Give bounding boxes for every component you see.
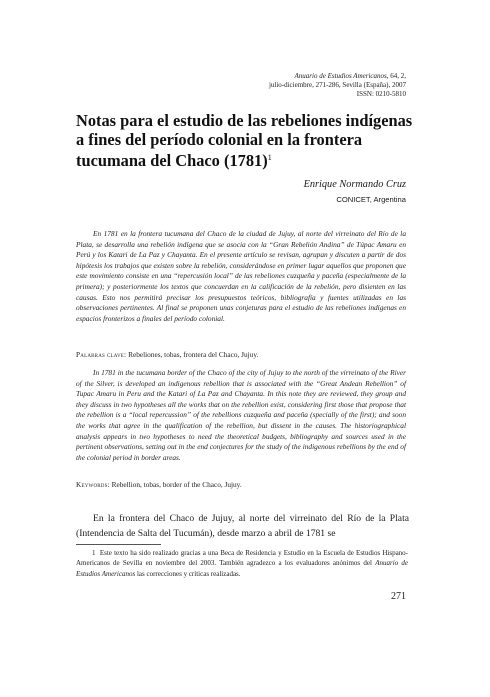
- keywords-english: [76, 480, 406, 491]
- keywords-english-text: Rebellion, tobas, border of the Chaco, Jujuy.: [109, 480, 242, 489]
- author-affiliation: CONICET, Argentina: [336, 195, 406, 204]
- footnote-number: 1: [92, 549, 96, 557]
- body-paragraph: En la frontera del Chaco de Jujuy, al norte del virreinato del Río de la Plata (Intendencia de Salta del Tucumán), desde marzo a abril de 1781 se: [76, 513, 409, 539]
- journal-issue: julio-diciembre, 271-286, Sevilla (España), 2007: [268, 81, 406, 90]
- keywords-spanish-text: Rebeliones, tobas, frontera del Chaco, Jujuy.: [126, 350, 259, 359]
- keywords-spanish: [76, 350, 406, 361]
- page-number: 271: [391, 591, 406, 602]
- footnote: [76, 548, 408, 579]
- keywords-english-label: Keywords:: [76, 480, 110, 489]
- abstract-spanish: En 1781 en la frontera tucumana del Chaco de la ciudad de Jujuy, al norte del virreinato del Río de la Plata, se desarrolla una rebelión indígena que se asocia con la “Gran Rebelión Andina” de Túpac Amaru en Perú y los Katari de La Paz y Chayanta. En el presente artículo se revisan, agrupan y discuten a partir de dos hipótesis los trabajos que existen sobre la rebelión, considerándose en primer lugar aquellos que proponen que este movimiento consiste en una “repercusión local” de las rebeliones cuzqueña y paceña (especialmente de la primera); y posteriormente los textos que concuerdan en la calificación de la rebelión, pero disienten en las causas. Esto nos permitirá precisar los presupuestos teóricos, bibliografía y fuentes utilizadas en las observaciones pertinentes. Al final se proponen unas conjeturas para el estudio de las rebeliones indígenas en espacios fronterizos a finales del período colonial.: [76, 229, 406, 323]
- title-footnote-marker: 1: [267, 153, 272, 162]
- footnote-text-after: las correcciones y críticas realizadas.: [135, 569, 241, 578]
- footnote-divider: [76, 544, 161, 545]
- footnote-text-before: Este texto ha sido realizado gracias a una Beca de Residencia y Estudio en la Escuela de Estudios Hispano-Americanos de Sevilla en noviembre del 2003. También agradezco a los evaluadores anónimos del: [76, 549, 409, 568]
- article-title-text: Notas para el estudio de las rebeliones indígenas a fines del período colonial en la frontera tucumana del Chaco (1781): [76, 111, 413, 170]
- footnote-journal-name: Anuario de Estudios Americanos: [76, 559, 408, 578]
- abstract-english: In 1781 in the tucumana border of the Chaco of the city of Jujuy to the north of the virreinato of the River of the Silver, is developed an indigenous rebellion that is associated with the “Great Andean Rebellion” of Tupac Amaru in Peru and the Katari of La Paz and Chayanta. In this note they are reviewed, they group and they discuss in two hypotheses all the works that on the rebellion exist, considering first those that propose that the rebellion is a “local repercussion” of the rebellions cuzqueña and paceña (specially of the first); and soon the works that agree in the qualification of the rebellion, but dissent in the causes. The historiographical analysis appears in two hypotheses to need the theoretical budgets, bibliography and sources used in the pertinent observations, setting out in the end conjectures for the study of the indigenous rebellions by the end of the colonial period in border areas.: [76, 368, 406, 462]
- journal-name: Anuario de Estudios Americanos: [294, 72, 387, 80]
- journal-volume: , 64, 2,: [386, 72, 406, 80]
- journal-name-line: [166, 72, 406, 81]
- journal-reference: [166, 72, 406, 100]
- keywords-spanish-label: Palabras clave:: [76, 350, 127, 359]
- article-title: [76, 112, 416, 171]
- author-name: Enrique Normando Cruz: [303, 179, 406, 190]
- journal-issn: ISSN: 0210-5810: [356, 90, 406, 99]
